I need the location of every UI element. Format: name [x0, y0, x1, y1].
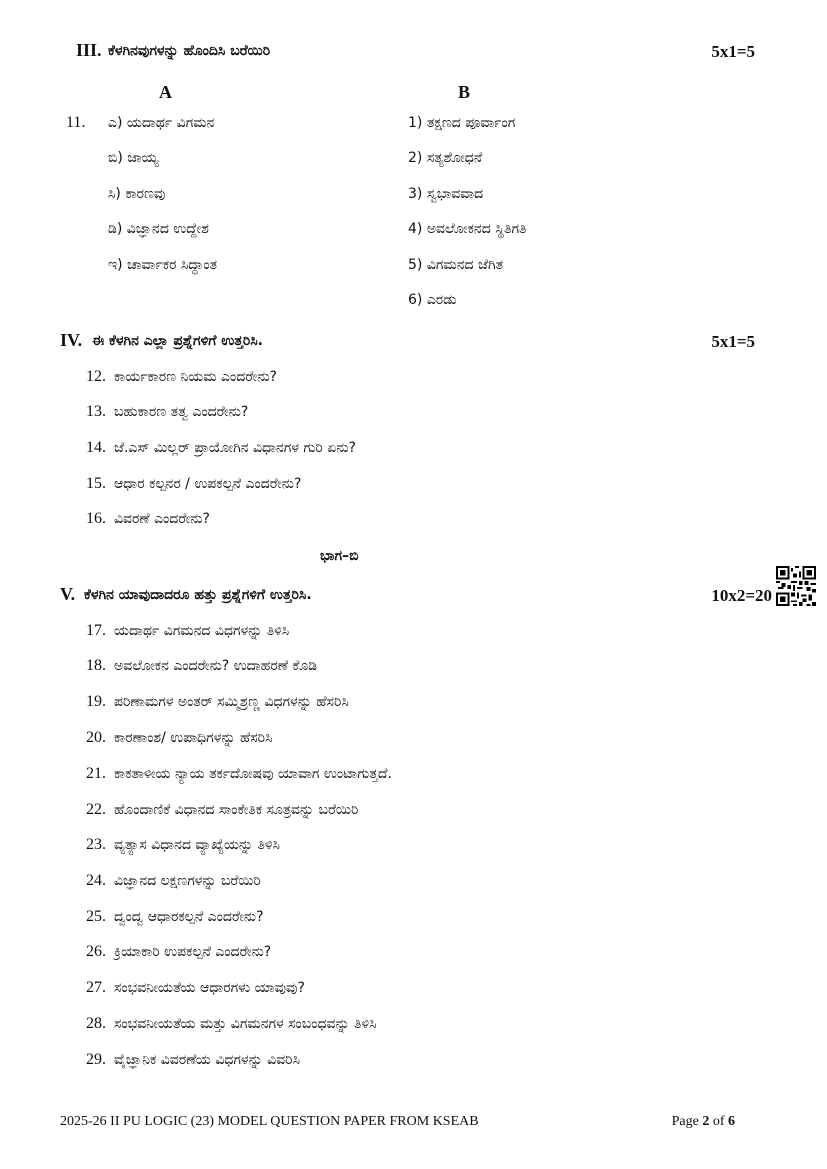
question-number: 16. [86, 510, 106, 527]
question-number: 27. [86, 979, 106, 996]
footer-page-number [672, 1114, 735, 1130]
question-text: ವ್ಯತ್ಯಾಸ ವಿಧಾನದ ವ್ಯಾಖ್ಯೆಯನ್ನು ತಿಳಿಸಿ [114, 837, 280, 853]
question-number: 22. [86, 801, 106, 818]
match-a-item: ಬಿ) ಜಾಯ್ಯ [108, 150, 159, 166]
page-current: 2 [702, 1114, 710, 1129]
question-text: ಕ್ರಿಯಾಕಾರಿ ಉಪಕಲ್ಪನೆ ಎಂದರೇನು? [114, 944, 272, 960]
question-text: ಅವಲೋಕನ ಎಂದರೇನು? ಉದಾಹರಣೆ ಕೊಡಿ [114, 658, 318, 674]
question-number: 18. [86, 657, 106, 674]
question-number: 19. [86, 693, 106, 710]
match-b-item: 4) ಅವಲೋಕನದ ಸ್ಥಿತಿಗತಿ [408, 221, 527, 237]
match-b-item: 5) ವಿಗಮನದ ಜೆಗಿತ [408, 257, 504, 273]
section-4-number: IV. [60, 330, 83, 350]
question-number: 29. [86, 1051, 106, 1068]
match-b-item: 6) ಎರಡು [408, 292, 457, 308]
question-item [86, 872, 261, 890]
question-text: ಆಧಾರ ಕಲ್ಪನರ / ಉಪಕಲ್ಪನೆ ಎಂದರೇನು? [114, 476, 302, 492]
question-number: 26. [86, 943, 106, 960]
question-number: 12. [86, 368, 106, 385]
question-item [86, 1051, 300, 1069]
question-text: ಬಹುಕಾರಣ ತತ್ವ ಎಂದರೇನು? [114, 404, 249, 420]
qr-code-icon [776, 566, 816, 606]
question-number-11: 11. [66, 114, 86, 131]
match-a-item: ಎ) ಯದಾರ್ಥ ವಿಗಮನ [108, 115, 215, 131]
question-number: 17. [86, 622, 106, 639]
match-a-item: ಇ) ಚಾರ್ವಾಕರ ಸಿದ್ಧಾಂತ [108, 257, 218, 273]
question-number: 23. [86, 836, 106, 853]
question-item [86, 510, 210, 528]
question-item [86, 801, 358, 819]
match-b-item: 3) ಸ್ವಭಾವವಾದ [408, 186, 484, 202]
match-a-item: ಡಿ) ವಿಜ್ಞಾನದ ಉದ್ದೇಶ [108, 221, 209, 237]
section-3-marks: 5x1=5 [711, 42, 755, 61]
question-text: ದ್ವಂದ್ವ ಆಧಾರಕಲ್ಪನೆ ಎಂದರೇನು? [114, 909, 264, 925]
question-item [86, 693, 349, 711]
question-text: ವಿಜ್ಞಾನದ ಲಕ್ಷಣಗಳನ್ನು ಬರೆಯಿರಿ [114, 873, 261, 889]
section-5-marks: 10x2=20 [711, 586, 772, 605]
question-number: 24. [86, 872, 106, 889]
question-text: ಕಾರ್ಯಕಾರಣ ನಿಯಮ ಎಂದರೇನು? [114, 369, 277, 385]
match-b-item: 2) ಸತ್ಯಶೋಧನೆ [408, 150, 483, 166]
question-text: ಸಂಭವನೀಯತೆಯ ಮತ್ತು ವಿಗಮನಗಳ ಸಂಬಂಧವನ್ನು ತಿಳಿಸಿ [114, 1016, 377, 1032]
page-total: 6 [728, 1114, 735, 1129]
question-text: ವೈಜ್ಞಾನಿಕ ವಿವರಣೆಯ ವಿಧಗಳನ್ನು ವಿವರಿಸಿ [114, 1052, 301, 1068]
section-5-number: V. [60, 584, 76, 604]
question-text: ಹೊಂದಾಣಿಕೆ ವಿಧಾನದ ಸಾಂಕೇತಿಕ ಸೂತ್ರವನ್ನು ಬರೆಯಿರಿ [114, 802, 359, 818]
question-item [86, 979, 305, 997]
section-3-number: III. [76, 40, 102, 60]
question-text: ಪರಿಣಾಮಗಳ ಅಂತರ್ ಸಮ್ಮಿಶ್ರಣ್ಣ ವಿಧಗಳನ್ನು ಹೆಸರಿಸಿ [114, 694, 349, 710]
question-text: ವಿವರಣೆ ಎಂದರೇನು? [114, 511, 210, 527]
column-a-heading: A [159, 82, 172, 102]
section-4-title: ಈ ಕೆಳಗಿನ ಎಲ್ಲಾ ಪ್ರಶ್ನೆಗಳಿಗೆ ಉತ್ತರಿಸಿ. [92, 333, 263, 349]
question-text: ಯದಾರ್ಥ ವಿಗಮನದ ವಿಧಗಳನ್ನು ತಿಳಿಸಿ [114, 623, 290, 639]
question-item [86, 908, 264, 926]
question-item [86, 403, 248, 421]
match-b-item: 1) ತಕ್ಷಣದ ಪೂರ್ವಾಂಗ [408, 115, 516, 131]
question-item [86, 475, 301, 493]
question-item [86, 368, 277, 386]
part-b-heading: ಭಾಗ–ಬಿ [320, 548, 359, 564]
question-item [86, 836, 280, 854]
question-number: 21. [86, 765, 106, 782]
question-text: ಕಾರಣಾಂಶ/ ಉಪಾಧಿಗಳನ್ನು ಹೆಸರಿಸಿ [114, 730, 273, 746]
question-item [86, 943, 271, 961]
page-of-label: of [712, 1114, 725, 1129]
footer-paper-title: 2025-26 II PU LOGIC (23) MODEL QUESTION PAPER FROM KSEAB [60, 1114, 479, 1129]
question-number: 14. [86, 439, 106, 456]
question-text: ಕಾಕತಾಳೀಯ ನ್ಯಾಯ ತರ್ಕದೋಷವು ಯಾವಾಗ ಉಂಟಾಗುತ್ತದೆ. [114, 766, 392, 782]
page-label: Page [671, 1114, 699, 1129]
question-text: ಸಂಭವನೀಯತೆಯ ಆಧಾರಗಳು ಯಾವುವು? [114, 980, 305, 996]
question-item [86, 622, 289, 640]
question-number: 15. [86, 475, 106, 492]
question-item [86, 765, 392, 783]
section-4-marks: 5x1=5 [711, 332, 755, 351]
section-5-title: ಕೆಳಗಿನ ಯಾವುದಾದರೂ ಹತ್ತು ಪ್ರಶ್ನೆಗಳಿಗೆ ಉತ್ತರಿಸಿ. [84, 587, 312, 603]
section-3-title: ಕೆಳಗಿನವುಗಳನ್ನು ಹೊಂದಿಸಿ ಬರೆಯಿರಿ [108, 43, 271, 59]
question-item [86, 1015, 377, 1033]
question-item [86, 657, 317, 675]
match-a-item: ಸಿ) ಕಾರಣವು [108, 186, 166, 202]
question-number: 25. [86, 908, 106, 925]
question-number: 28. [86, 1015, 106, 1032]
question-item [86, 729, 272, 747]
question-item [86, 439, 356, 457]
question-text: ಜೆ.ಎಸ್ ಮಿಲ್ಲರ್ ಪ್ರಾಯೋಗಿನ ವಿಧಾನಗಳ ಗುರಿ ಏನು? [114, 440, 356, 456]
column-b-heading: B [458, 82, 471, 102]
question-number: 20. [86, 729, 106, 746]
question-number: 13. [86, 403, 106, 420]
